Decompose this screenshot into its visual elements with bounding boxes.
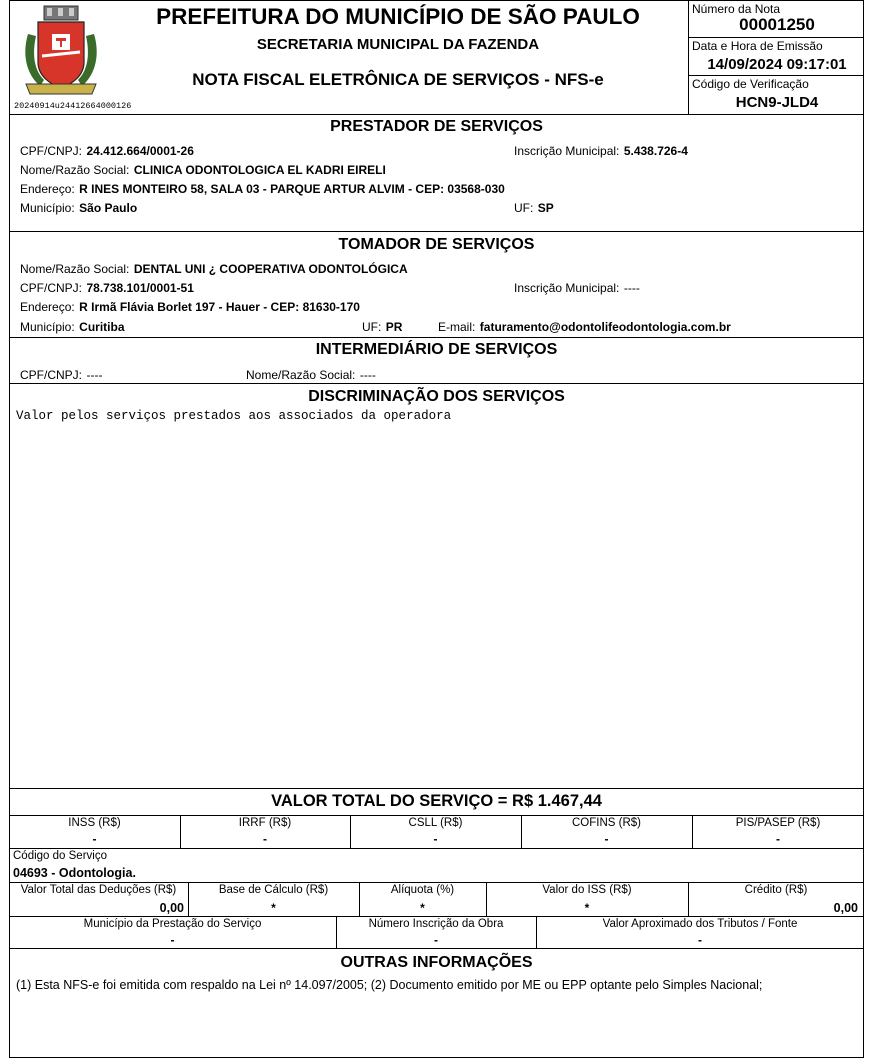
prestador-cpf-label: CPF/CNPJ: [20, 144, 83, 158]
tomador-cpf-label: CPF/CNPJ: [20, 281, 83, 295]
data-value: 14/09/2024 09:17:01 [707, 56, 847, 73]
tomador-endereco-label: Endereço: [20, 300, 75, 314]
intermediario-title: INTERMEDIÁRIO DE SERVIÇOS [315, 341, 558, 358]
csll-label: CSLL (R$) [408, 817, 463, 829]
base-value: * [271, 901, 276, 915]
intermediario-cpf [20, 366, 102, 384]
prestador-im-value: 5.438.726-4 [623, 144, 688, 158]
divider-intermediario [9, 383, 864, 384]
tomador-nome [20, 260, 408, 278]
aliquota-label: Alíquota (%) [390, 884, 455, 896]
pis-value: - [776, 832, 780, 846]
prestador-im [514, 142, 688, 160]
page-title: PREFEITURA DO MUNICÍPIO DE SÃO PAULO [156, 4, 640, 29]
tomador-nome-label: Nome/Razão Social: [20, 262, 130, 276]
prestador-nome-label: Nome/Razão Social: [20, 163, 130, 177]
prestador-uf-label: UF: [514, 201, 534, 215]
intermediario-nome [246, 366, 376, 384]
tomador-email-label: E-mail: [438, 320, 476, 334]
divider-local [9, 948, 864, 949]
tomador-endereco [20, 298, 360, 316]
header-box-divider [688, 0, 689, 114]
base-label: Base de Cálculo (R$) [218, 884, 329, 896]
divider-servico [9, 882, 864, 883]
prestador-municipio-value: São Paulo [79, 201, 138, 215]
intermediario-cpf-value: ---- [86, 368, 103, 382]
tomador-municipio-label: Município: [20, 320, 75, 334]
inscricao-obra-label: Número Inscrição da Obra [368, 918, 504, 930]
prestador-municipio-label: Município: [20, 201, 75, 215]
intermediario-nome-value: ---- [359, 368, 376, 382]
divider-prestador [9, 231, 864, 232]
tomador-uf [362, 318, 402, 336]
header-box-line-1 [688, 37, 864, 38]
outras-title: OUTRAS INFORMAÇÕES [340, 954, 533, 971]
municipal-coat-of-arms-icon [20, 4, 102, 96]
irrf-value: - [263, 832, 267, 846]
irrf-label: IRRF (R$) [238, 817, 292, 829]
prestador-cpf-value: 24.412.664/0001-26 [86, 144, 194, 158]
discriminacao-text: Valor pelos serviços prestados aos associados da operadora [16, 409, 452, 423]
tomador-im-value: ---- [623, 281, 640, 295]
deducoes-label: Valor Total das Deduções (R$) [20, 884, 177, 896]
inss-label: INSS (R$) [68, 817, 121, 829]
tomador-municipio-value: Curitiba [79, 320, 125, 334]
municipio-prestacao-label: Município da Prestação do Serviço [83, 918, 262, 930]
prestador-im-label: Inscrição Municipal: [514, 144, 620, 158]
valor-total: VALOR TOTAL DO SERVIÇO = R$ 1.467,44 [271, 792, 602, 810]
tomador-im-label: Inscrição Municipal: [514, 281, 620, 295]
codigo-value: HCN9-JLD4 [735, 94, 819, 111]
tomador-cpf [20, 279, 194, 297]
divider-total [9, 815, 864, 816]
credito-label: Crédito (R$) [744, 884, 808, 896]
divider-valores [9, 916, 864, 917]
tomador-uf-label: UF: [362, 320, 382, 334]
credito-value: 0,00 [833, 901, 858, 915]
tomador-email-value: faturamento@odontolifeodontologia.com.br [479, 320, 731, 334]
codigo-label: Código de Verificação [692, 77, 809, 91]
cofins-value: - [604, 832, 609, 846]
divider-tributos [9, 848, 864, 849]
secretaria-title: SECRETARIA MUNICIPAL DA FAZENDA [256, 36, 540, 53]
logo-code: 20240914u24412664000126 [14, 101, 132, 111]
numero-value: 00001250 [739, 15, 815, 34]
prestador-title: PRESTADOR DE SERVIÇOS [330, 118, 543, 135]
codigo-servico-value: 04693 - Odontologia. [13, 866, 136, 880]
document-type-title: NOTA FISCAL ELETRÔNICA DE SERVIÇOS - NFS-e [192, 70, 604, 89]
prestador-cpf [20, 142, 194, 160]
codigo-servico-label: Código do Serviço [13, 850, 107, 862]
data-label: Data e Hora de Emissão [692, 39, 823, 53]
iss-value: * [584, 901, 590, 915]
tomador-cpf-value: 78.738.101/0001-51 [86, 281, 194, 295]
outras-text: (1) Esta NFS-e foi emitida com respaldo na Lei nº 14.097/2005; (2) Documento emitido por ME ou EPP optante pelo Simples Nacional; [16, 978, 763, 992]
iss-label: Valor do ISS (R$) [542, 884, 632, 896]
tributos-aprox-label: Valor Aproximado dos Tributos / Fonte [602, 918, 798, 930]
csll-value: - [433, 832, 438, 846]
header-box-line-2 [688, 75, 864, 76]
inss-value: - [92, 832, 97, 846]
tomador-municipio [20, 318, 125, 336]
prestador-nome-value: CLINICA ODONTOLOGICA EL KADRI EIRELI [133, 163, 386, 177]
discriminacao-title: DISCRIMINAÇÃO DOS SERVIÇOS [308, 388, 565, 405]
cofins-label: COFINS (R$) [572, 817, 641, 829]
numero-label: Número da Nota [692, 2, 781, 16]
municipio-prestacao-value: - [170, 933, 175, 947]
divider-tomador [9, 337, 864, 338]
tributos-aprox-value: - [698, 933, 702, 947]
tomador-nome-value: DENTAL UNI ¿ COOPERATIVA ODONTOLÓGICA [133, 262, 408, 276]
prestador-uf-value: SP [537, 201, 554, 215]
divider-header [9, 114, 864, 115]
prestador-uf [514, 199, 554, 217]
divider-discriminacao [9, 788, 864, 789]
prestador-endereco [20, 180, 505, 198]
tomador-uf-value: PR [385, 320, 403, 334]
intermediario-cpf-label: CPF/CNPJ: [20, 368, 83, 382]
tomador-im [514, 279, 640, 297]
aliquota-value: * [420, 901, 425, 915]
tomador-email [438, 318, 731, 336]
prestador-municipio [20, 199, 137, 217]
prestador-endereco-label: Endereço: [20, 182, 75, 196]
inscricao-obra-value: - [434, 933, 438, 947]
tomador-title: TOMADOR DE SERVIÇOS [338, 236, 535, 253]
tomador-endereco-value: R Irmã Flávia Borlet 197 - Hauer - CEP: 81630-170 [79, 300, 360, 314]
pis-label: PIS/PASEP (R$) [735, 817, 821, 829]
prestador-endereco-value: R INES MONTEIRO 58, SALA 03 - PARQUE ARTUR ALVIM - CEP: 03568-030 [79, 182, 505, 196]
intermediario-nome-label: Nome/Razão Social: [246, 368, 356, 382]
deducoes-value: 0,00 [159, 901, 184, 915]
coat-of-arms-logo [20, 4, 102, 96]
prestador-nome [20, 161, 386, 179]
